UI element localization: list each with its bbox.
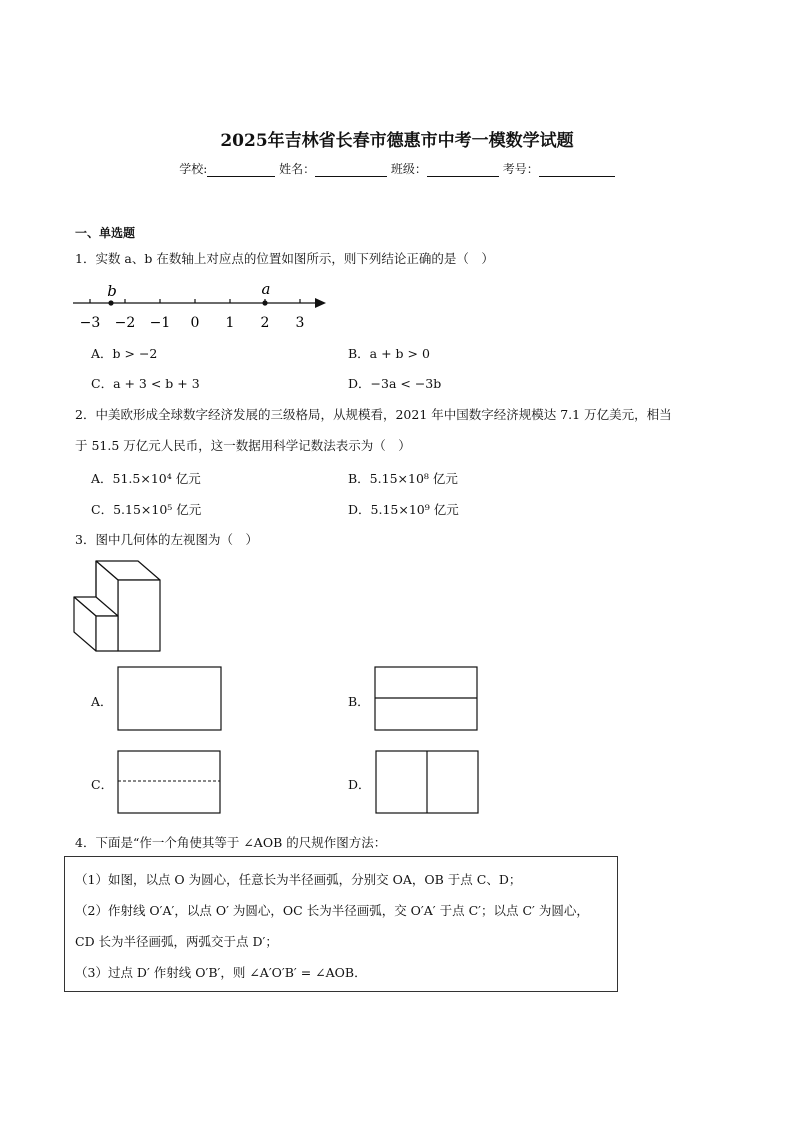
info-exam-no-label: 考号： [502,162,539,176]
option-c-rectangle [118,751,220,813]
q1-option-a[interactable]: A．b > −2 [91,346,158,361]
q3-option-a-label[interactable]: A． [91,694,113,709]
number-line-tick-label: −3 [79,315,101,331]
question-2-text-line2: 于 51.5 万亿元人民币，这一数据用科学记数法表示为（ ） [75,438,411,453]
number-line-tick-label: −2 [114,315,136,331]
q2-option-c[interactable]: C．5.15×10⁵ 亿元 [91,502,202,517]
section-heading: 一、单选题 [75,226,136,240]
number-line-tick-label: 0 [190,315,200,331]
q3-option-d-label[interactable]: D． [348,777,371,792]
construction-step-3: （3）过点 D′ 作射线 O′B′，则 ∠A′O′B′ = ∠AOB． [75,965,367,980]
page-title: 2025年吉林省长春市德惠市中考一模数学试题 [220,131,574,151]
number-line-tick-label: 1 [225,315,235,331]
number-line-tick-label: −1 [149,315,171,331]
number-line-tick-label: 3 [295,315,305,331]
q2-option-b[interactable]: B．5.15×10⁸ 亿元 [348,471,458,486]
q3-option-b-label[interactable]: B． [348,694,370,709]
construction-step-1: （1）如图，以点 O 为圆心，任意长为半径画弧，分别交 OA，OB 于点 C、D； [75,872,522,887]
info-school-label: 学校: [179,162,208,176]
q2-option-a[interactable]: A．51.5×10⁴ 亿元 [91,471,201,486]
point-a-label: a [261,280,271,298]
q1-option-b[interactable]: B．a + b > 0 [348,346,430,361]
q3-option-c-label[interactable]: C． [91,777,114,792]
question-2-text-line1: 2．中美欧形成全球数字经济发展的三级格局，从规模看，2021 年中国数字经济规模达 7.1 万亿美元，相当 [75,407,672,422]
point-b-label: b [107,282,117,300]
construction-step-2: （2）作射线 O′A′，以点 O′ 为圆心，OC 长为半径画弧，交 O′A′ 于点 C′；以点 C′ 为圆心， [75,903,589,918]
number-line-tick-label: 2 [260,315,270,331]
info-name-label: 姓名： [279,162,316,176]
q2-option-d[interactable]: D．5.15×10⁹ 亿元 [348,502,459,517]
option-a-rectangle [118,667,221,730]
info-class-label: 班级： [390,162,427,176]
q1-option-d[interactable]: D．−3a < −3b [348,376,442,391]
construction-step-2-cont: CD 长为半径画弧，两弧交于点 D′； [75,934,278,949]
question-4-text: 4．下面是“作一个角使其等于 ∠AOB 的尺规作图方法： [75,835,387,850]
q1-option-c[interactable]: C．a + 3 < b + 3 [91,376,200,391]
question-3-text: 3．图中几何体的左视图为（ ） [75,532,258,547]
question-1-text: 1．实数 a、b 在数轴上对应点的位置如图所示，则下列结论正确的是（ ） [75,251,494,266]
